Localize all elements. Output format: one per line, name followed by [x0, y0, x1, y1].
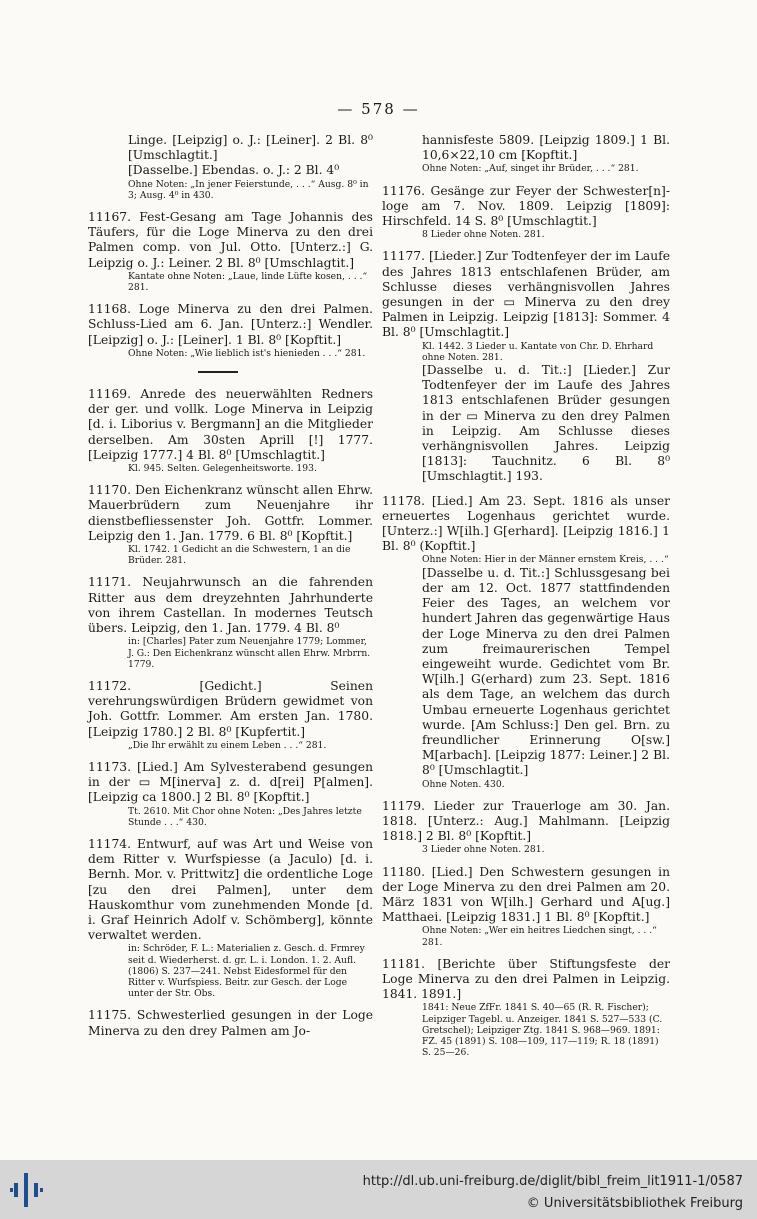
entry: 11173. [Lied.] Am Sylvesterabend gesungen in der ▭ M[inerva] z. d. d[rei] P[almen]. [Leipzig ca 1800.] 2 Bl. 8⁰ [Kopftit.] Tt. 2610. Mit Chor ohne Noten: „Des Jahres letzte Stunde . . .“ 430. [88, 759, 373, 828]
entry: Linge. [Leipzig] o. J.: [Leiner]. 2 Bl. 8⁰ [Umschlagtit.] [Dasselbe.] Ebendas. o. J.: 2 Bl. 4⁰ Ohne Noten: „In jener Feierstunde, . . .“ Ausg. 8⁰ in 3; Ausg. 4⁰ in 430. [128, 133, 373, 201]
entry: 11180. [Lied.] Den Schwestern gesungen in der Loge Minerva zu den drei Palmen am 20. März 1831 von W[ilh.] Gerhard und A[ug.] Matthaei. [Leipzig 1831.] 1 Bl. 8⁰ [Kopftit.] Ohne Noten: „Wer ein heitres Liedchen singt, . . .“ 281. [382, 864, 670, 948]
entry: 11178. [Lied.] Am 23. Sept. 1816 als unser erneuertes Logenhaus gerichtet wurde. [Unterz.:] W[ilh.] G[erhard]. [Leipzig 1816.] 1 Bl. 8⁰ (Kopftit.] Ohne Noten: Hier in der Männer ernstem Kreis, . . .“ [Dasselbe u. d. Tit.:] Schlussgesang bei der am 12. Oct. 1877 stattfindenden Feier des Tages, an welchem vor hundert Jahren das gegenwärtige Haus der Loge Minerva zu den drei Palmen zum freimaurerischen Tempel eingeweiht wurde. Gedichtet vom Br. W[ilh.] G(erhard) zum 23. Sept. 1816 als dem Tage, an welchem das durch Umbau erneuerte Logenhaus gerichtet wurde. [Am Schluss:] Den gel. Brn. zu freundlicher Erinnerung O[sw.] M[arbach]. [Leipzig 1877: Leiner.] 2 Bl. 8⁰ [Umschlagtit.] Ohne Noten. 430. [382, 493, 670, 790]
entry: 11171. Neujahrwunsch an die fahrenden Ritter aus dem dreyzehnten Jahrhunderte von ihrem Castellan. In modernes Teutsch übers. Leipzig, den 1. Jan. 1779. 4 Bl. 8⁰ in: [Charles] Pater zum Neuenjahre 1779; Lommer, J. G.: Den Eichenkranz wünscht allen Ehrw. Mrbrrn. 1779. [88, 575, 373, 670]
entry: 11181. [Berichte über Stiftungsfeste der Loge Minerva zu den drei Palmen in Leipzig. 1841. 1891.] 1841: Neue ZfFr. 1841 S. 40—65 (R. R. Fischer); Leipziger Tagebl. u. Anzeiger. 1841 S. 527—533 (C. Gretschel); Leipziger Ztg. 1841 S. 968—969. 1891: FZ. 45 (1891) S. 108—109, 117—119; R. 18 (1891) S. 25—26. [382, 956, 670, 1059]
entry: 11175. Schwesterlied gesungen in der Loge Minerva zu den drey Palmen am Jo- [88, 1008, 373, 1038]
footer-bar [0, 1160, 757, 1219]
copyright-text: © Universitätsbibliothek Freiburg [526, 1196, 743, 1211]
entry: hannisfeste 5809. [Leipzig 1809.] 1 Bl. 10,6×22,10 cm [Kopftit.] Ohne Noten: „Auf, singet ihr Brüder, . . .“ 281. [422, 133, 670, 175]
entry: 11177. [Lieder.] Zur Todtenfeyer der im Laufe des Jahres 1813 entschlafenen Brüder, am Schlusse dieses verhängnisvollen Jahres gesungen in der ▭ Minerva zu den drey Palmen in Leipzig. Leipzig [1813]: Sommer. 4 Bl. 8⁰ [Umschlagtit.] Kl. 1442. 3 Lieder u. Kantate von Chr. D. Ehrhard ohne Noten. 281. [Dasselbe u. d. Tit.:] [Lieder.] Zur Todtenfeyer der im Laufe des Jahres 1813 entschlafenen Brüder gesungen in der ▭ Minerva zu den drey Palmen in Leipzig. Am Schlusse dieses verhängnisvollen Jahres. Leipzig [1813]: Tauchnitz. 6 Bl. 8⁰ [Umschlagtit.] 193. [382, 249, 670, 484]
right-column [382, 133, 670, 1067]
left-column [88, 133, 373, 1048]
entry: 11168. Loge Minerva zu den drei Palmen. Schluss-Lied am 6. Jan. [Unterz.:] Wendler. [Leipzig] o. J.: [Leiner]. 1 Bl. 8⁰ [Kopftit.] Ohne Noten: „Wie lieblich ist's hienieden . . .“ 281. [88, 302, 373, 359]
entry: 11172. [Gedicht.] Seinen verehrungswürdigen Brüdern gewidmet von Joh. Gottfr. Lommer. Am ersten Jan. 1780. [Leipzig 1780.] 2 Bl. 8⁰ [Kupfertit.] „Die Ihr erwählt zu einem Leben . . .“ 281. [88, 678, 373, 751]
library-logo-icon [10, 1173, 44, 1207]
entry: 11170. Den Eichenkranz wünscht allen Ehrw. Mauerbrüdern zum Neuenjahre ihr dienstbefliessenster Joh. Gottfr. Lommer. Leipzig den 1. Jan. 1779. 6 Bl. 8⁰ [Kopftit.] Kl. 1742. 1 Gedicht an die Schwestern, 1 an die Brüder. 281. [88, 483, 373, 567]
permalink-link[interactable]: http://dl.ub.uni-freiburg.de/diglit/bibl_freim_lit1911-1/0587 [362, 1174, 743, 1189]
entry: 11167. Fest-Gesang am Tage Johannis des Täufers, für die Loge Minerva zu den drei Palmen comp. von Jul. Otto. [Unterz.:] G. Leipzig o. J.: Leiner. 2 Bl. 8⁰ [Umschlagtit.] Kantate ohne Noten: „Laue, linde Lüfte kosen, . . .“ 281. [88, 210, 373, 294]
entry: 11176. Gesänge zur Feyer der Schwester[n]-loge am 7. Nov. 1809. Leipzig [1809]: Hirschfeld. 14 S. 8⁰ [Umschlagtit.] 8 Lieder ohne Noten. 281. [382, 183, 670, 241]
page-number: — 578 — [337, 100, 420, 118]
section-divider [198, 371, 238, 373]
entry: 11174. Entwurf, auf was Art und Weise von dem Ritter v. Wurfspiesse (a Jaculo) [d. i. Bernh. Mor. v. Prittwitz] die ordentliche Loge [zu den drei Palmen], unter dem Hauskomthur vom zunehmenden Monde [d. i. Graf Heinrich Adolf v. Schömberg], könnte verwaltet werden. in: Schröder, F. L.: Materialien z. Gesch. d. Frmrey seit d. Wiederherst. d. gr. L. i. London. 1. 2. Aufl. (1806) S. 237—241. Nebst Eidesformel für den Ritter v. Wurfspiess. Beitr. zur Gesch. der Loge unter der Str. Obs. [88, 836, 373, 1000]
entry: 11179. Lieder zur Trauerloge am 30. Jan. 1818. [Unterz.: Aug.] Mahlmann. [Leipzig 1818.] 2 Bl. 8⁰ [Kopftit.] 3 Lieder ohne Noten. 281. [382, 798, 670, 856]
entry: 11169. Anrede des neuerwählten Redners der ger. und vollk. Loge Minerva in Leipzig [d. i. Liborius v. Bergmann] an die Mitglieder derselben. Am 30sten Aprill [!] 1777. [Leipzig 1777.] 4 Bl. 8⁰ [Umschlagtit.] Kl. 945. Selten. Gelegenheitsworte. 193. [88, 387, 373, 475]
